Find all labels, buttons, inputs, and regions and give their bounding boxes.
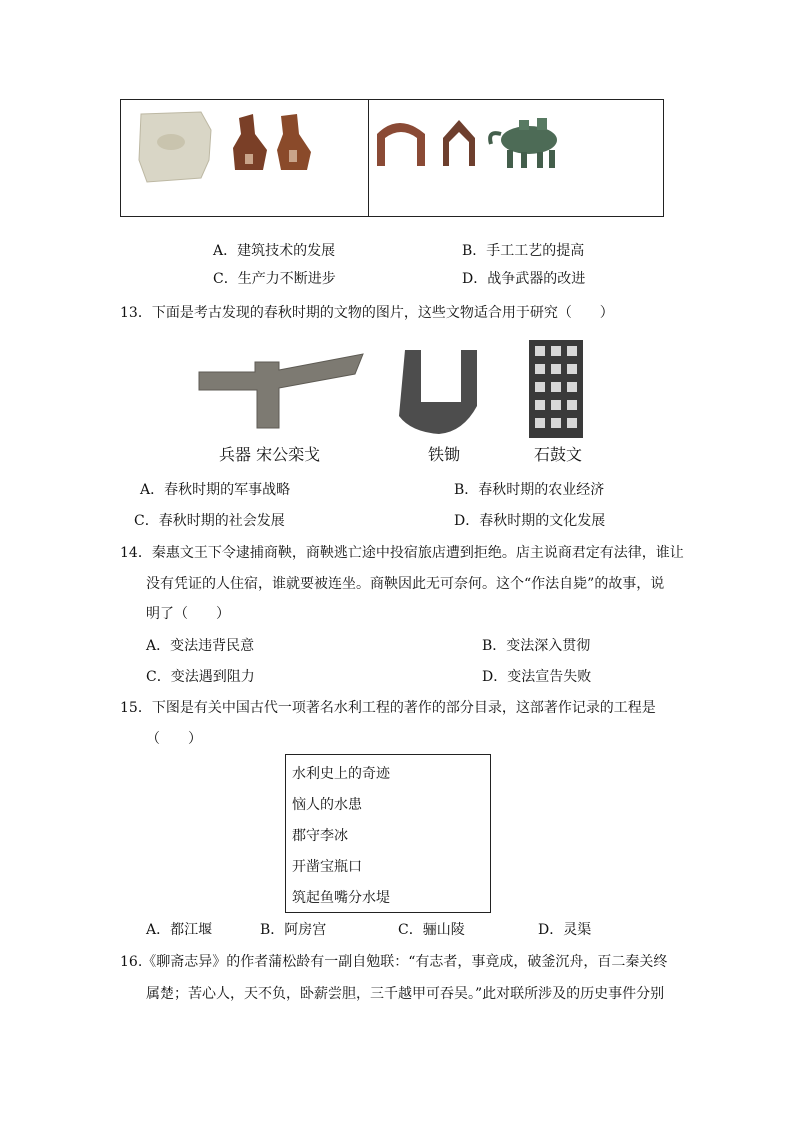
toc-item-1: 水利史上的奇迹: [292, 766, 390, 782]
q14-option-a[interactable]: A．变法违背民意: [146, 638, 255, 654]
vessel-leg-1: [507, 150, 513, 168]
spade-hole-2: [289, 150, 297, 162]
q14-option-b[interactable]: B．变法深入贯彻: [482, 638, 591, 654]
q12-option-a[interactable]: A．建筑技术的发展: [213, 243, 336, 259]
spade-hole-1: [245, 154, 253, 164]
q13-option-b[interactable]: B．春秋时期的农业经济: [454, 482, 605, 498]
arch-artifact-image-2: [443, 120, 475, 166]
q13-option-a[interactable]: A．春秋时期的军事战略: [140, 482, 291, 498]
q14-option-c[interactable]: C．变法遇到阻力: [146, 669, 255, 685]
q12-right-images: [369, 100, 663, 216]
q13-caption-hoe: 铁锄: [428, 445, 461, 464]
vessel-leg-2: [521, 152, 527, 168]
q15-option-c[interactable]: C．骊山陵: [398, 922, 465, 938]
vessel-leg-4: [549, 150, 555, 168]
q16-stem-line-2: 属楚；苦心人，天不负，卧薪尝胆，三千越甲可吞吴。”此对联所涉及的历史事件分别: [146, 986, 665, 1002]
toc-item-4: 开凿宝瓶口: [292, 859, 362, 875]
toc-item-2: 恼人的水患: [292, 797, 362, 813]
arch-artifact-image-1: [377, 123, 425, 166]
q14-option-d[interactable]: D．变法宣告失败: [482, 669, 592, 685]
q12-left-images: [121, 100, 368, 216]
toc-item-3: 郡守李冰: [292, 828, 348, 844]
bronze-vessel-body: [501, 126, 557, 154]
toc-item-5: 筑起鱼嘴分水堤: [292, 890, 390, 906]
q16-stem-line-1: 16.《聊斋志异》的作者蒲松龄有一副自勉联：“有志者，事竟成，破釜沉舟，百二秦关终: [120, 954, 668, 970]
q15-option-a[interactable]: A．都江堰: [146, 922, 213, 938]
iron-hoe-image: [399, 350, 477, 434]
q13-option-d[interactable]: D．春秋时期的文化发展: [454, 513, 606, 529]
q15-stem-line-2: （ ）: [146, 731, 202, 747]
vessel-lid-1: [519, 120, 529, 130]
q12-image-table: [120, 99, 664, 217]
vessel-leg-3: [537, 152, 543, 168]
q15-table-of-contents: [285, 754, 491, 913]
q14-stem-line-3: 明了（ ）: [146, 606, 230, 622]
bronze-ge-image: [199, 354, 363, 428]
q14-stem-line-1: 14．秦惠文王下令逮捕商鞅，商鞅逃亡途中投宿旅店遭到拒绝。店主说商君定有法律，谁让: [120, 545, 684, 561]
q13-caption-stone-drum: 石鼓文: [534, 445, 583, 464]
q14-stem-line-2: 没有凭证的人住宿，谁就要被连坐。商鞅因此无可奈何。这个“作法自毙”的故事，说: [146, 576, 665, 592]
q12-option-d[interactable]: D．战争武器的改进: [462, 271, 586, 287]
stone-axe-texture: [157, 134, 185, 150]
q15-option-d[interactable]: D．灵渠: [538, 922, 592, 938]
q15-option-b[interactable]: B．阿房宫: [260, 922, 327, 938]
q15-stem-line-1: 15．下图是有关中国古代一项著名水利工程的著作的部分目录，这部著作记录的工程是: [120, 700, 656, 716]
q13-stem: 13．下面是考古发现的春秋时期的文物的图片，这些文物适合用于研究（ ）: [120, 305, 614, 321]
q13-caption-ge: 兵器 宋公栾戈: [219, 445, 321, 464]
vessel-lid-2: [537, 118, 547, 130]
q12-option-c[interactable]: C．生产力不断进步: [213, 271, 336, 287]
q12-option-b[interactable]: B．手工工艺的提高: [462, 243, 585, 259]
q13-artifact-images: [195, 340, 595, 440]
vessel-trunk: [490, 133, 501, 144]
q13-option-c[interactable]: C．春秋时期的社会发展: [134, 513, 285, 529]
